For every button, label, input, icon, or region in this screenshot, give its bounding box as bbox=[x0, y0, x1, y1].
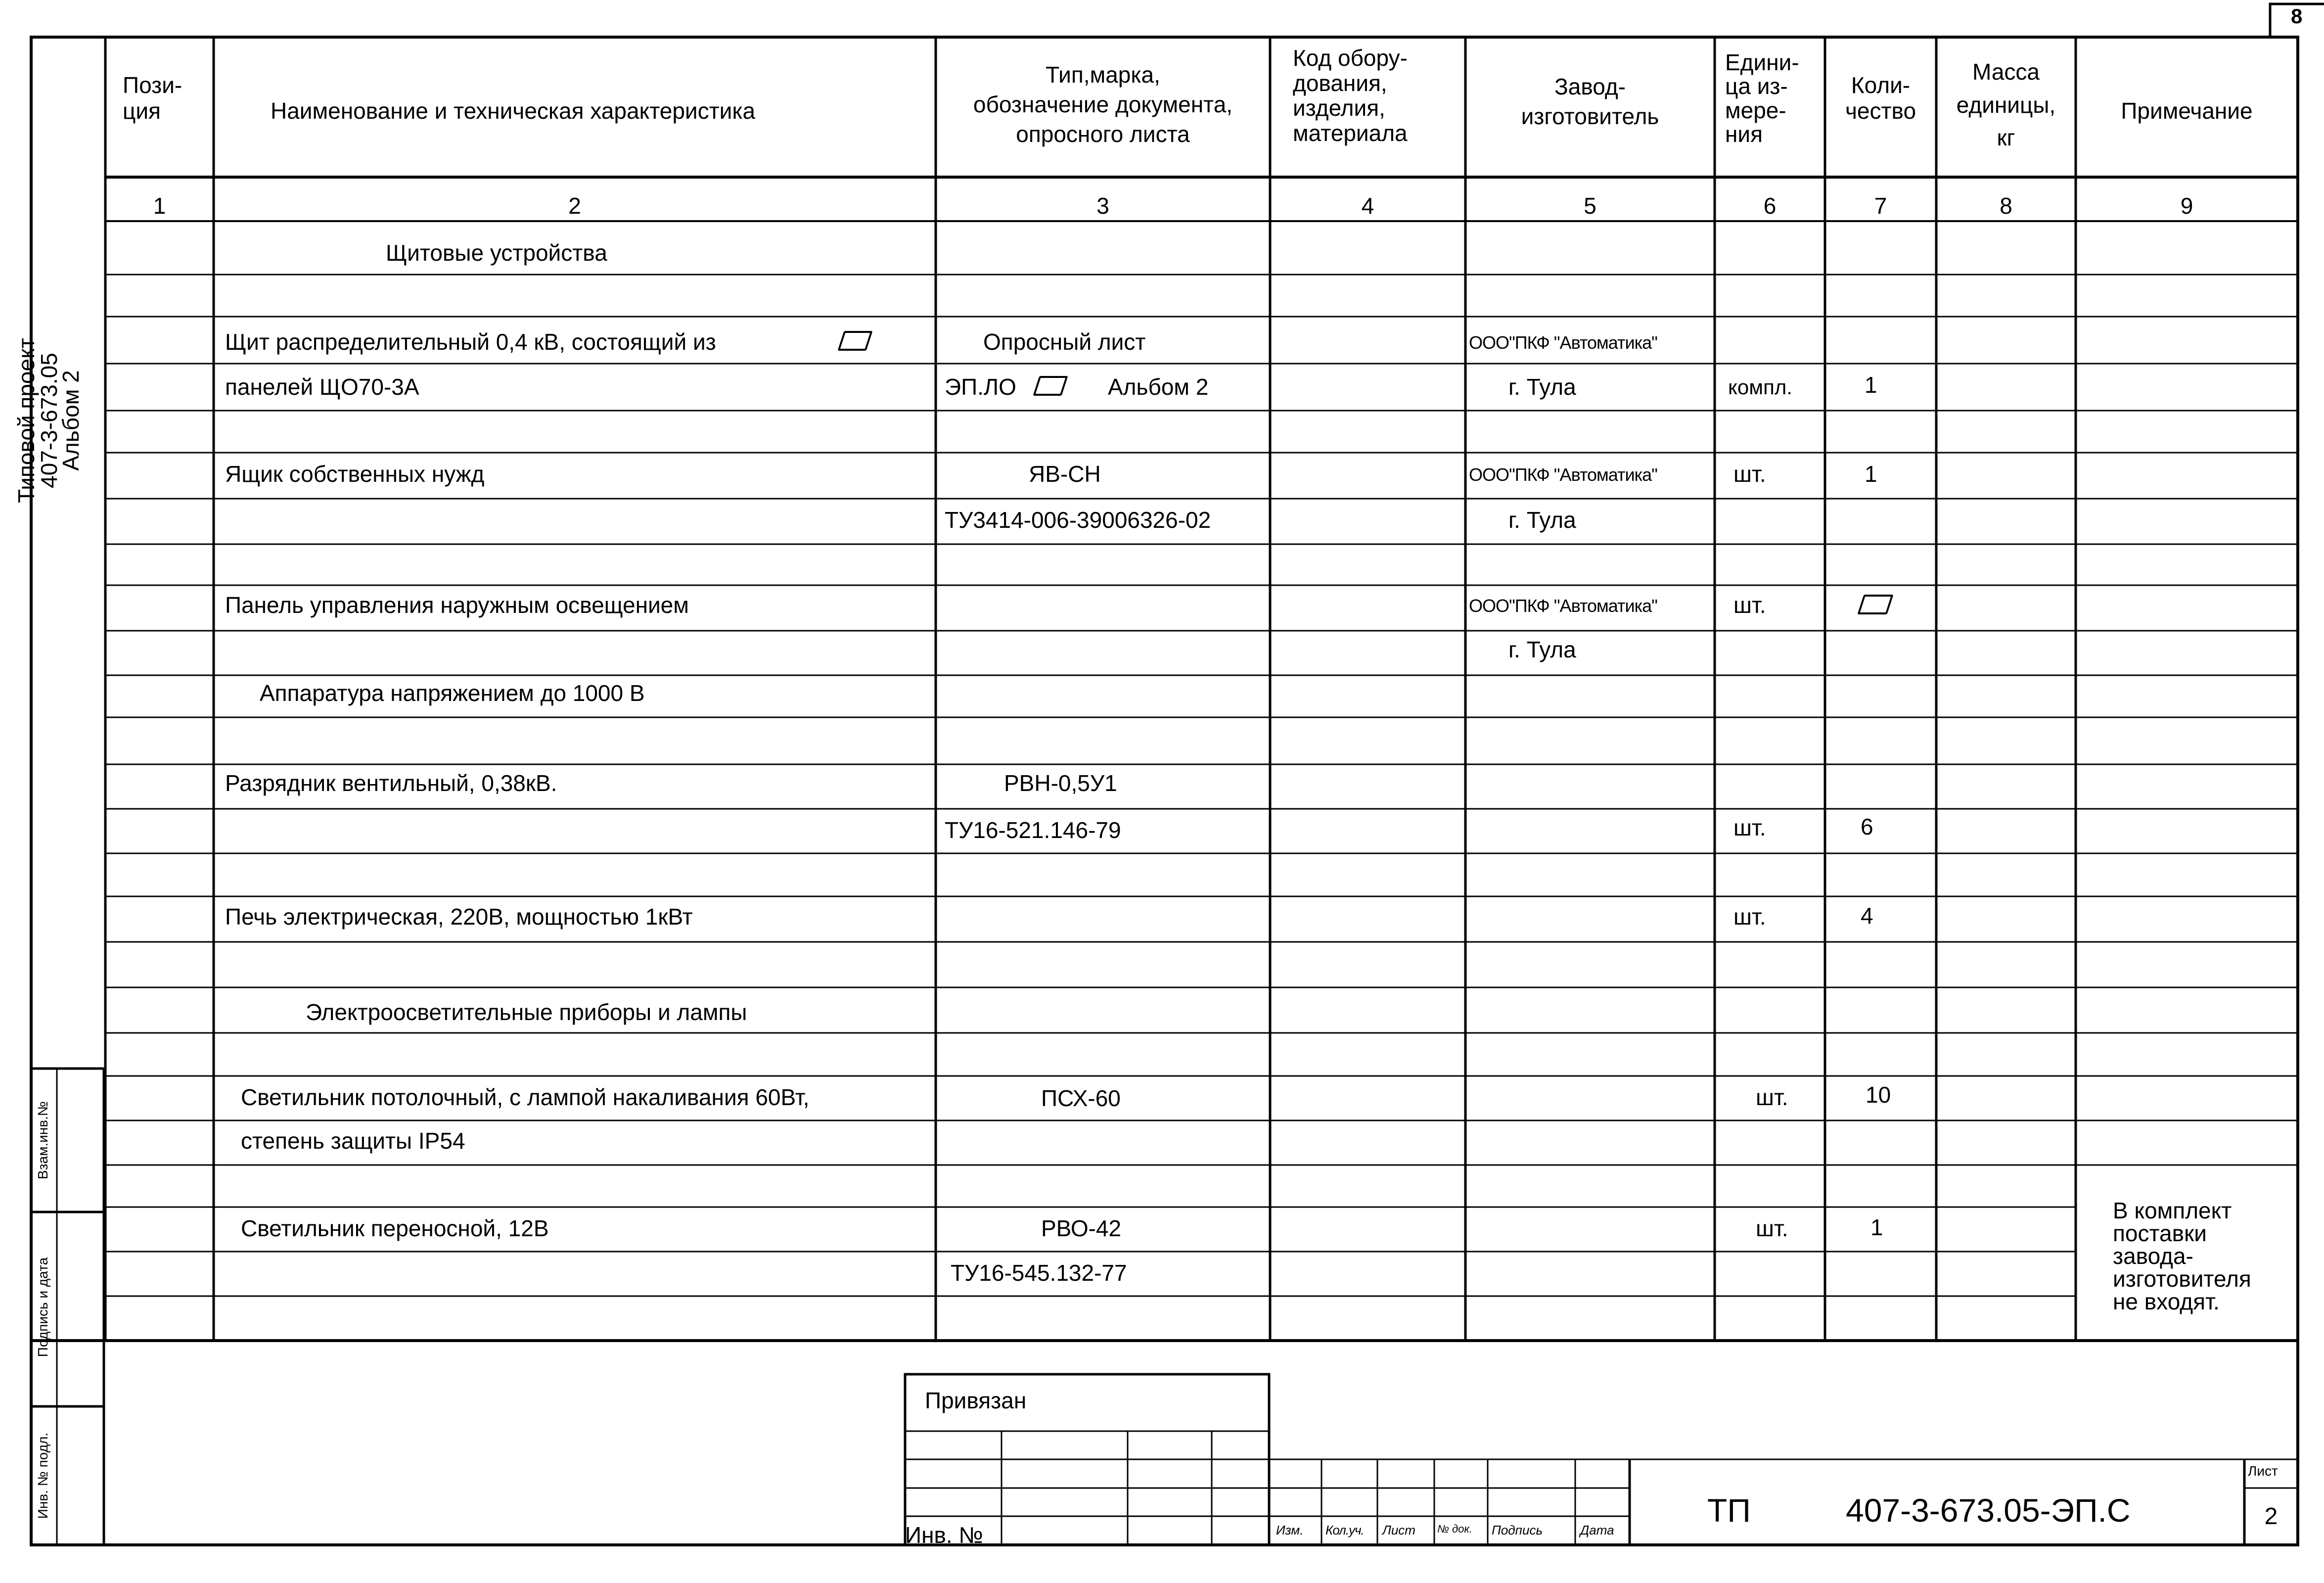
item-unit-sht-4: шт. bbox=[1733, 904, 1766, 930]
inv-number-label: Инв. № bbox=[905, 1522, 983, 1548]
header-note: Примечание bbox=[2121, 98, 2253, 124]
item-maker-automatika-3: ООО"ПКФ "Автоматика" bbox=[1469, 596, 1657, 616]
item-unit-kompl: компл. bbox=[1728, 375, 1792, 399]
item-name-lighting-panel: Панель управления наружным освещением bbox=[225, 592, 689, 618]
item-maker-tula-3: г. Тула bbox=[1508, 637, 1576, 662]
column-number-1: 1 bbox=[153, 193, 166, 219]
column-number-3: 3 bbox=[1096, 193, 1109, 219]
section-switchgear: Щитовые устройства bbox=[386, 240, 607, 266]
side-stamp-line-1: Типовой проект bbox=[13, 338, 39, 503]
item-name-distribution-board: Щит распределительный 0,4 кВ, состоящий из bbox=[225, 329, 716, 355]
stamp-data: Дата bbox=[1580, 1523, 1614, 1537]
stamp-sheet-label: Лист bbox=[2248, 1463, 2278, 1479]
vzam-inv-label: Взам.инв.№ bbox=[35, 1101, 50, 1179]
item-type-tu3414: ТУ3414-006-39006326-02 bbox=[945, 507, 1211, 533]
column-number-2: 2 bbox=[568, 193, 581, 219]
column-number-7: 7 bbox=[1874, 193, 1887, 219]
section-lv-equipment: Аппаратура напряжением до 1000 В bbox=[260, 680, 645, 706]
section-lighting: Электроосветительные приборы и лампы bbox=[306, 999, 747, 1025]
header-code: Код обору- дования, изделия, материала bbox=[1293, 45, 1408, 146]
stamp-izm: Изм. bbox=[1276, 1523, 1304, 1537]
item-qty-6: 6 bbox=[1861, 814, 1873, 839]
note-text: В комплект поставки завода- изготовителя не входят. bbox=[2113, 1198, 2251, 1314]
item-qty-2: 1 bbox=[1865, 461, 1877, 487]
header-type: Тип,марка, обозначение документа, опросного листа bbox=[973, 62, 1233, 147]
item-name-arrester: Разрядник вентильный, 0,38кВ. bbox=[225, 770, 557, 796]
column-number-5: 5 bbox=[1584, 193, 1596, 219]
item-type-ep-lo: ЭП.ЛО bbox=[945, 374, 1016, 400]
item-name-ip54: степень защиты IP54 bbox=[241, 1128, 465, 1154]
item-maker-tula-2: г. Тула bbox=[1508, 507, 1576, 533]
header-quantity: Коли- чество bbox=[1845, 72, 1916, 124]
item-unit-sht-6: шт. bbox=[1756, 1215, 1788, 1241]
item-type-rvn: РВН-0,5У1 bbox=[1004, 770, 1117, 796]
sheet-number-tab: 8 bbox=[2291, 4, 2303, 28]
item-unit-sht-2: шт. bbox=[1733, 592, 1766, 618]
item-name-ceiling-lamp: Светильник потолочный, с лампой накаливания 60Вт, bbox=[241, 1084, 810, 1110]
item-type-questionnaire: Опросный лист bbox=[983, 329, 1146, 355]
side-stamp-line-2: 407-3-673.05 bbox=[36, 353, 62, 488]
privyazan-label: Привязан bbox=[925, 1388, 1027, 1413]
signature-date-label: Подпись и дата bbox=[35, 1257, 50, 1357]
side-stamp-line-3: Альбом 2 bbox=[58, 370, 84, 471]
item-name-panels: панелей ЩО70-3А bbox=[225, 374, 419, 400]
side-project-stamp bbox=[15, 317, 82, 524]
header-unit: Едини- ца из- мере- ния bbox=[1725, 49, 1799, 147]
header-name: Наименование и техническая характеристика bbox=[271, 98, 756, 124]
item-maker-automatika-2: ООО"ПКФ "Автоматика" bbox=[1469, 465, 1657, 485]
document-designation: 407-3-673.05-ЭП.С bbox=[1846, 1492, 2131, 1529]
stamp-tp: ТП bbox=[1707, 1492, 1751, 1529]
item-name-portable-lamp: Светильник переносной, 12В bbox=[241, 1215, 549, 1241]
item-name-heater: Печь электрическая, 220В, мощностью 1кВт bbox=[225, 904, 693, 930]
column-number-6: 6 bbox=[1763, 193, 1777, 219]
item-type-tu16-521: ТУ16-521.146-79 bbox=[945, 817, 1121, 843]
column-number-8: 8 bbox=[2000, 193, 2012, 219]
item-type-yav-sn: ЯВ-СН bbox=[1029, 461, 1101, 487]
item-unit-sht-5: шт. bbox=[1756, 1084, 1788, 1110]
item-qty-10: 10 bbox=[1866, 1082, 1891, 1108]
stamp-kol-uch: Кол.уч. bbox=[1325, 1523, 1364, 1537]
inv-podl-label: Инв. № подл. bbox=[35, 1432, 50, 1519]
item-type-rvo42: РВО-42 bbox=[1041, 1215, 1122, 1241]
item-unit-sht-3: шт. bbox=[1733, 815, 1766, 840]
item-type-tu16-545: ТУ16-545.132-77 bbox=[951, 1260, 1127, 1286]
stamp-n-dok: № док. bbox=[1437, 1523, 1472, 1535]
item-qty-1: 1 bbox=[1865, 372, 1877, 398]
item-type-psh60: ПСХ-60 bbox=[1041, 1085, 1121, 1111]
item-qty-1b: 1 bbox=[1870, 1214, 1883, 1240]
blank-field-icon bbox=[1861, 595, 1890, 614]
item-qty-4: 4 bbox=[1861, 903, 1873, 929]
item-maker-automatika-1: ООО"ПКФ "Автоматика" bbox=[1469, 332, 1657, 353]
item-type-album: Альбом 2 bbox=[1108, 374, 1209, 400]
blank-field-icon bbox=[841, 331, 869, 351]
stamp-list: Лист bbox=[1382, 1523, 1415, 1537]
column-number-4: 4 bbox=[1361, 193, 1374, 219]
column-number-9: 9 bbox=[2180, 193, 2193, 219]
stamp-podpis: Подпись bbox=[1492, 1523, 1543, 1537]
stamp-sheet-number: 2 bbox=[2264, 1503, 2278, 1530]
blank-field-icon bbox=[1036, 376, 1065, 396]
item-name-aux-box: Ящик собственных нужд bbox=[225, 461, 485, 487]
header-mass: Масса единицы, кг bbox=[1956, 59, 2056, 151]
header-position: Пози- ция bbox=[123, 72, 182, 124]
item-unit-sht-1: шт. bbox=[1733, 461, 1766, 487]
header-manufacturer: Завод- изготовитель bbox=[1521, 74, 1659, 129]
item-maker-tula-1: г. Тула bbox=[1508, 374, 1576, 400]
